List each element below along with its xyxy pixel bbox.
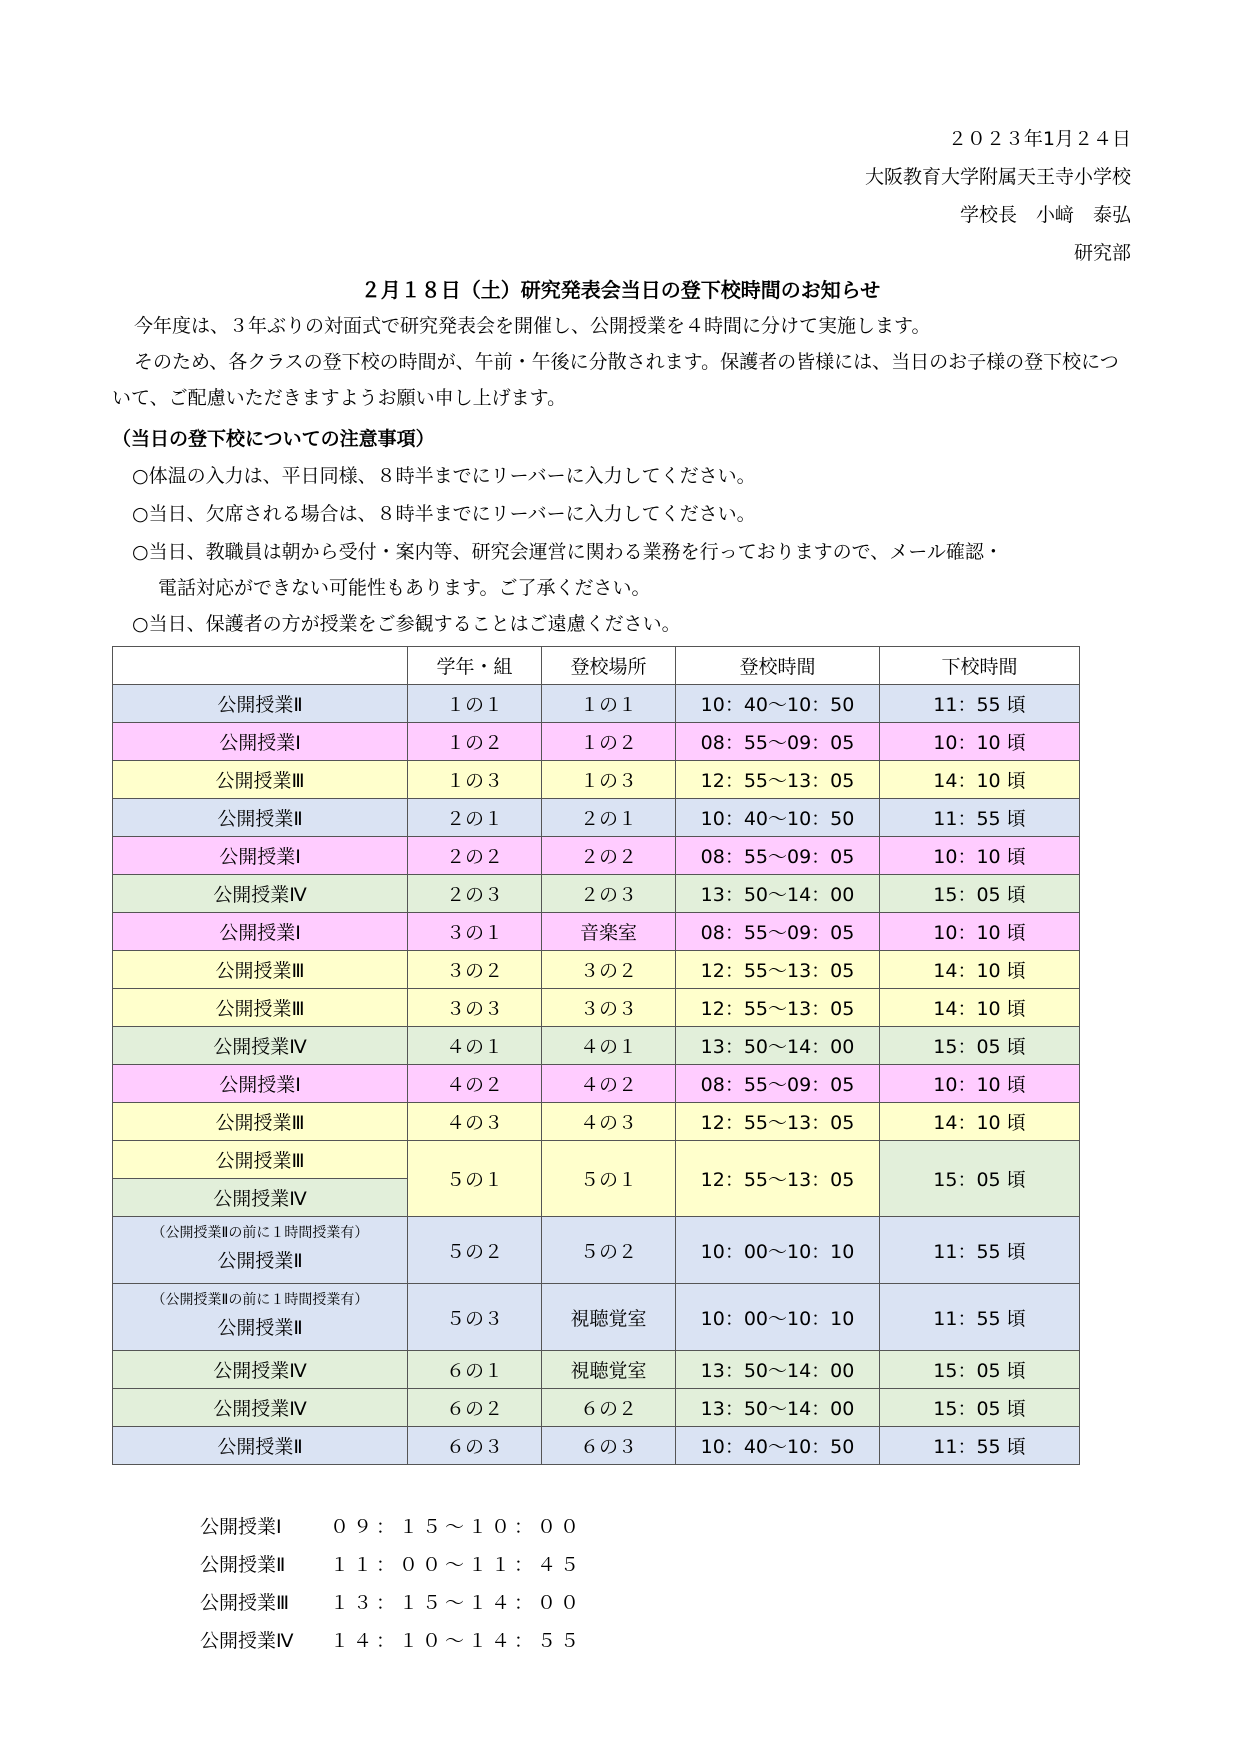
arrive-time-cell: 08：55〜09：05 — [676, 723, 880, 761]
note-item-continued: 電話対応ができない可能性もあります。ご了承ください。 — [158, 577, 651, 599]
intro-paragraph-1: 今年度は、３年ぶりの対面式で研究発表会を開催し、公開授業を４時間に分けて実施します。 — [134, 315, 931, 337]
leave-time-cell: 11：55 頃 — [880, 799, 1080, 837]
period-time: ０９：１５〜１０：００ — [330, 1516, 584, 1538]
table-row — [113, 1389, 1080, 1427]
page-title: ２月１８日（土）研究発表会当日の登下校時間のお知らせ — [360, 278, 881, 302]
table-row — [113, 1103, 1080, 1141]
period-cell: 公開授業Ⅳ — [113, 1027, 408, 1065]
arrive-time-cell: 12：55〜13：05 — [676, 951, 880, 989]
arrive-time-cell: 12：55〜13：05 — [676, 761, 880, 799]
leave-time-cell: 10：10 頃 — [880, 913, 1080, 951]
leave-time-cell: 11：55 頃 — [880, 1284, 1080, 1351]
period-name: 公開授業Ⅳ — [200, 1630, 294, 1652]
leave-time-cell: 14：10 頃 — [880, 761, 1080, 799]
arrive-time-cell: 08：55〜09：05 — [676, 837, 880, 875]
class-cell: ２の２ — [408, 837, 542, 875]
arrive-time-cell: 13：50〜14：00 — [676, 1027, 880, 1065]
period-cell: 公開授業Ⅲ — [113, 989, 408, 1027]
place-cell: ３の２ — [542, 951, 676, 989]
table-row — [113, 799, 1080, 837]
table-row — [113, 1351, 1080, 1389]
place-cell: ４の１ — [542, 1027, 676, 1065]
place-cell: ２の３ — [542, 875, 676, 913]
period-time-list — [200, 1508, 583, 1660]
period-note: （公開授業Ⅱの前に１時間授業有） — [151, 1225, 369, 1241]
period-cell: 公開授業Ⅲ — [113, 761, 408, 799]
class-cell: ３の１ — [408, 913, 542, 951]
place-cell: ３の３ — [542, 989, 676, 1027]
period-cell: 公開授業Ⅰ — [113, 837, 408, 875]
note-item: ○当日、教職員は朝から受付・案内等、研究会運営に関わる業務を行っておりますので、メール確認・ — [132, 541, 1003, 563]
arrive-time-cell: 13：50〜14：00 — [676, 875, 880, 913]
arrive-time-cell: 08：55〜09：05 — [676, 913, 880, 951]
leave-time-cell: 11：55 頃 — [880, 685, 1080, 723]
period-cell: 公開授業Ⅰ — [113, 913, 408, 951]
table-row — [113, 1217, 1080, 1284]
leave-time-cell: 14：10 頃 — [880, 1103, 1080, 1141]
leave-time-cell: 11：55 頃 — [880, 1427, 1080, 1465]
class-cell: ６の３ — [408, 1427, 542, 1465]
leave-time-cell: 15：05 頃 — [880, 1351, 1080, 1389]
class-cell: ２の１ — [408, 799, 542, 837]
period-cell: 公開授業Ⅰ — [113, 723, 408, 761]
arrive-time-cell: 10：40〜10：50 — [676, 1427, 880, 1465]
period-row — [200, 1546, 583, 1584]
place-cell: ２の１ — [542, 799, 676, 837]
place-cell: ２の２ — [542, 837, 676, 875]
period-label: 公開授業Ⅱ — [217, 1250, 303, 1272]
period-name: 公開授業Ⅲ — [200, 1592, 290, 1614]
arrive-time-cell: 10：00〜10：10 — [676, 1284, 880, 1351]
place-cell: ４の２ — [542, 1065, 676, 1103]
leave-time-cell: 15：05 頃 — [880, 1141, 1080, 1217]
table-row — [113, 723, 1080, 761]
class-cell: ５の１ — [408, 1141, 542, 1217]
table-row — [113, 989, 1080, 1027]
class-cell: １の２ — [408, 723, 542, 761]
table-row — [113, 951, 1080, 989]
leave-time-cell: 10：10 頃 — [880, 1065, 1080, 1103]
period-cell: 公開授業Ⅳ — [113, 1389, 408, 1427]
leave-time-cell: 14：10 頃 — [880, 989, 1080, 1027]
period-cell: 公開授業Ⅲ — [113, 1141, 408, 1179]
class-cell: ４の３ — [408, 1103, 542, 1141]
period-note: （公開授業Ⅱの前に１時間授業有） — [151, 1292, 369, 1308]
letter-header — [865, 120, 1131, 272]
notes-heading: （当日の登下校についての注意事項） — [112, 428, 435, 450]
table-row — [113, 1027, 1080, 1065]
place-cell: ６の２ — [542, 1389, 676, 1427]
period-cell: 公開授業Ⅱ — [113, 685, 408, 723]
period-cell — [113, 1217, 408, 1284]
table-row — [113, 1427, 1080, 1465]
period-time: １１：００〜１１：４５ — [330, 1554, 584, 1576]
place-cell: ４の３ — [542, 1103, 676, 1141]
table-row — [113, 685, 1080, 723]
period-cell: 公開授業Ⅲ — [113, 951, 408, 989]
leave-time-cell: 15：05 頃 — [880, 1389, 1080, 1427]
place-cell: 視聴覚室 — [542, 1284, 676, 1351]
place-cell: 視聴覚室 — [542, 1351, 676, 1389]
period-cell: 公開授業Ⅲ — [113, 1103, 408, 1141]
leave-time-cell: 15：05 頃 — [880, 875, 1080, 913]
period-cell: 公開授業Ⅱ — [113, 1427, 408, 1465]
period-row — [200, 1622, 583, 1660]
place-cell: 音楽室 — [542, 913, 676, 951]
period-cell: 公開授業Ⅳ — [113, 875, 408, 913]
table-row — [113, 761, 1080, 799]
principal-name: 学校長 小﨑 泰弘 — [959, 204, 1131, 226]
arrive-time-cell: 08：55〜09：05 — [676, 1065, 880, 1103]
arrive-time-cell: 10：40〜10：50 — [676, 685, 880, 723]
column-header: 下校時間 — [880, 647, 1080, 685]
arrive-time-cell: 12：55〜13：05 — [676, 1141, 880, 1217]
column-header — [113, 647, 408, 685]
class-cell: ３の３ — [408, 989, 542, 1027]
class-cell: １の３ — [408, 761, 542, 799]
class-cell: ４の２ — [408, 1065, 542, 1103]
class-cell: １の１ — [408, 685, 542, 723]
leave-time-cell: 14：10 頃 — [880, 951, 1080, 989]
place-cell: １の３ — [542, 761, 676, 799]
note-item: ○当日、欠席される場合は、８時半までにリーバーに入力してください。 — [132, 503, 756, 525]
class-cell: ４の１ — [408, 1027, 542, 1065]
table-header-row — [113, 647, 1080, 685]
department: 研究部 — [1073, 242, 1131, 264]
period-cell — [113, 1284, 408, 1351]
class-cell: ３の２ — [408, 951, 542, 989]
place-cell: ５の２ — [542, 1217, 676, 1284]
period-name: 公開授業Ⅱ — [200, 1554, 286, 1576]
column-header: 登校場所 — [542, 647, 676, 685]
place-cell: １の２ — [542, 723, 676, 761]
table-row — [113, 875, 1080, 913]
schedule-table — [112, 646, 1080, 1465]
table-row — [113, 837, 1080, 875]
column-header: 学年・組 — [408, 647, 542, 685]
class-cell: ６の２ — [408, 1389, 542, 1427]
period-cell: 公開授業Ⅳ — [113, 1179, 408, 1217]
arrive-time-cell: 12：55〜13：05 — [676, 1103, 880, 1141]
leave-time-cell: 11：55 頃 — [880, 1217, 1080, 1284]
place-cell: ５の１ — [542, 1141, 676, 1217]
period-name: 公開授業Ⅰ — [200, 1516, 282, 1538]
school-name: 大阪教育大学附属天王寺小学校 — [864, 166, 1131, 188]
period-row — [200, 1584, 583, 1622]
leave-time-cell: 10：10 頃 — [880, 723, 1080, 761]
table-row — [113, 1065, 1080, 1103]
date: ２０２３年1月２４日 — [947, 128, 1131, 150]
class-cell: ５の３ — [408, 1284, 542, 1351]
arrive-time-cell: 13：50〜14：00 — [676, 1389, 880, 1427]
place-cell: １の１ — [542, 685, 676, 723]
arrive-time-cell: 10：40〜10：50 — [676, 799, 880, 837]
period-label: 公開授業Ⅱ — [217, 1317, 303, 1339]
class-cell: ２の３ — [408, 875, 542, 913]
period-time: １４：１０〜１４：５５ — [330, 1630, 584, 1652]
column-header: 登校時間 — [676, 647, 880, 685]
class-cell: ６の１ — [408, 1351, 542, 1389]
period-row — [200, 1508, 583, 1546]
period-cell: 公開授業Ⅳ — [113, 1351, 408, 1389]
period-cell: 公開授業Ⅱ — [113, 799, 408, 837]
class-cell: ５の２ — [408, 1217, 542, 1284]
period-cell: 公開授業Ⅰ — [113, 1065, 408, 1103]
table-row — [113, 1284, 1080, 1351]
table-row — [113, 1141, 1080, 1179]
leave-time-cell: 10：10 頃 — [880, 837, 1080, 875]
place-cell: ６の３ — [542, 1427, 676, 1465]
leave-time-cell: 15：05 頃 — [880, 1027, 1080, 1065]
intro-paragraph-2: そのため、各クラスの登下校の時間が、午前・午後に分散されます。保護者の皆様には、当日のお子様の登下校について、ご配慮いただきますようお願い申し上げます。 — [112, 351, 1119, 409]
note-item: ○体温の入力は、平日同様、８時半までにリーバーに入力してください。 — [132, 465, 756, 487]
arrive-time-cell: 13：50〜14：00 — [676, 1351, 880, 1389]
note-item: ○当日、保護者の方が授業をご参観することはご遠慮ください。 — [132, 613, 681, 635]
table-row — [113, 913, 1080, 951]
arrive-time-cell: 10：00〜10：10 — [676, 1217, 880, 1284]
period-time: １３：１５〜１４：００ — [330, 1592, 584, 1614]
arrive-time-cell: 12：55〜13：05 — [676, 989, 880, 1027]
